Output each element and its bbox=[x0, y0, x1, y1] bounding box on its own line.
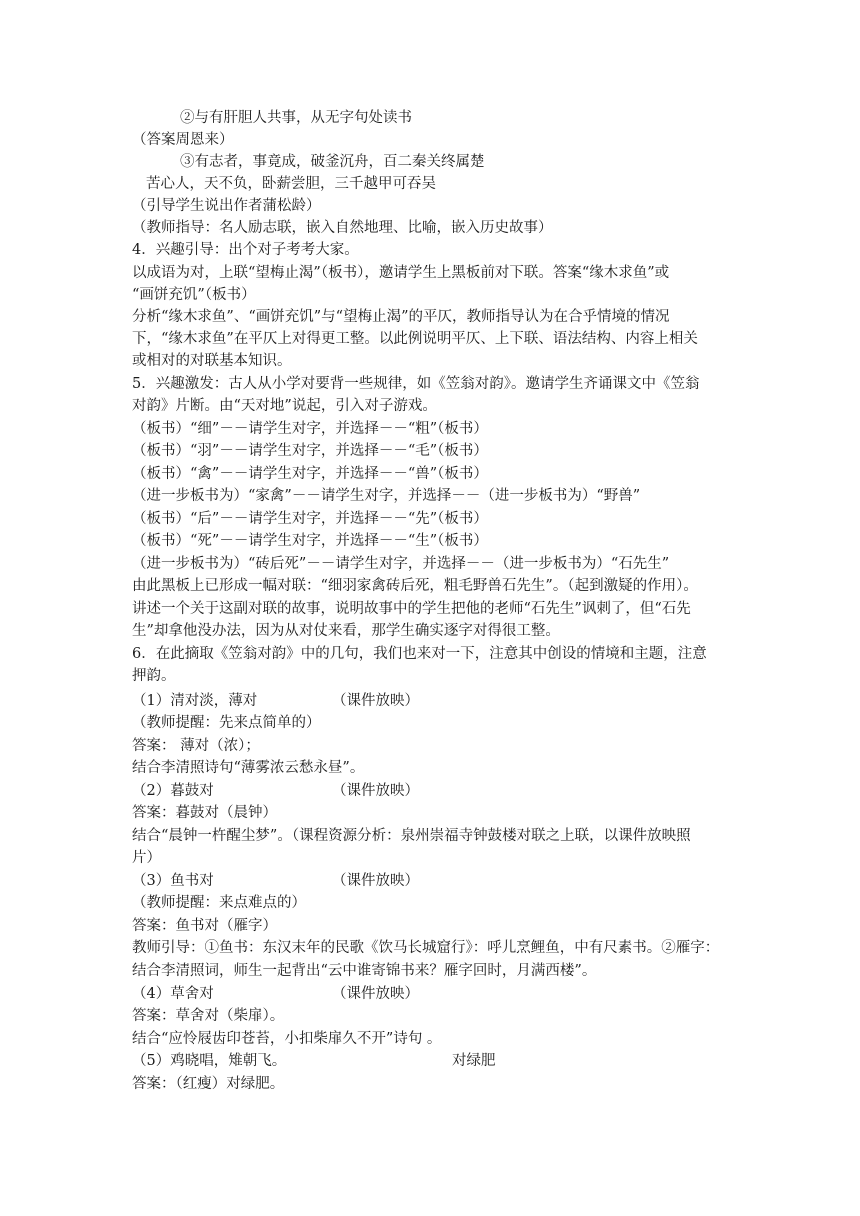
text-line: 或相对的对联基本知识。 bbox=[132, 353, 292, 369]
question-4 bbox=[132, 983, 419, 1005]
courseware-note: （课件放映） bbox=[332, 783, 419, 799]
courseware-note: （课件放映） bbox=[332, 693, 419, 709]
text-line: 分析“缘木求鱼”、“画饼充饥”与“望梅止渴”的平仄，教师指导认为在合乎情境的情况 bbox=[132, 309, 670, 325]
text-line: “画饼充饥”（板书） bbox=[132, 287, 256, 303]
text-line: （板书）“细”－－请学生对字，并选择－－“粗”（板书） bbox=[132, 421, 488, 437]
question-text: （2）暮鼓对 bbox=[132, 783, 214, 799]
text-line: 对韵》片断。由“天对地”说起，引入对子游戏。 bbox=[132, 398, 437, 414]
question-5 bbox=[132, 1050, 496, 1072]
text-line: 由此黑板上已形成一幅对联：“细羽家禽砖后死，粗毛野兽石先生”。（起到激疑的作用）。 bbox=[132, 578, 698, 594]
text-line: （教师指导：名人励志联，嵌入自然地理、比喻，嵌入历史故事） bbox=[132, 220, 553, 236]
text-line: 讲述一个关于这副对联的故事，说明故事中的学生把他的老师“石先生”讽刺了，但“石先 bbox=[132, 601, 691, 617]
text-line: 答案： 薄对（浓）； bbox=[132, 738, 260, 754]
question-1 bbox=[132, 690, 419, 712]
text-line: （进一步板书为）“砖后死”－－请学生对字，并选择－－（进一步板书为）“石先生” bbox=[132, 556, 670, 572]
text-line: 4．兴趣引导：出个对子考考大家。 bbox=[132, 242, 359, 258]
text-line: 答案：草舍对（柴扉）。 bbox=[132, 1008, 285, 1024]
text-line: （板书）“禽”－－请学生对字，并选择－－“兽”（板书） bbox=[132, 466, 488, 482]
text-line: 结合李清照词，师生一起背出“云中谁寄锦书来？雁字回时，月满西楼”。 bbox=[132, 963, 597, 979]
question-text: （5）鸡晓唱，雉朝飞。 bbox=[132, 1053, 287, 1069]
text-line: 苦心人，天不负，卧薪尝胆，三千越甲可吞吴 bbox=[146, 176, 436, 192]
question-5-tail: 对绿肥 bbox=[452, 1053, 496, 1069]
text-line: （板书）“死”－－请学生对字，并选择－－“生”（板书） bbox=[132, 533, 488, 549]
text-line: ②与有肝胆人共事，从无字句处读书 bbox=[180, 110, 412, 126]
text-line: 生”却拿他没办法，因为从对仗来看，那学生确实逐字对得很工整。 bbox=[132, 623, 560, 639]
text-line: （教师提醒：来点难点的） bbox=[132, 895, 306, 911]
question-text: （1）清对淡，薄对 bbox=[132, 693, 258, 709]
text-line: 片） bbox=[132, 850, 161, 866]
text-line: 答案：暮鼓对（晨钟） bbox=[132, 805, 277, 821]
text-line: （进一步板书为）“家禽”－－请学生对字，并选择－－（进一步板书为）“野兽” bbox=[132, 488, 641, 504]
text-line: 5．兴趣激发：古人从小学对要背一些规律，如《笠翁对韵》。邀请学生齐诵课文中《笠翁 bbox=[132, 376, 700, 392]
courseware-note: （课件放映） bbox=[332, 873, 419, 889]
text-line: 以成语为对，上联“望梅止渴”（板书），邀请学生上黑板前对下联。答案“缘木求鱼”或 bbox=[132, 265, 670, 281]
question-text: （3）鱼书对 bbox=[132, 873, 214, 889]
text-line: 结合“晨钟一杵醒尘梦”。（课程资源分析：泉州崇福寺钟鼓楼对联之上联，以课件放映照 bbox=[132, 828, 691, 844]
text-line: （引导学生说出作者蒲松龄） bbox=[132, 198, 321, 214]
text-line: ③有志者，事竟成，破釜沉舟，百二秦关终属楚 bbox=[180, 154, 485, 170]
courseware-note: （课件放映） bbox=[332, 986, 419, 1002]
question-2 bbox=[132, 780, 419, 802]
text-line: 教师引导：①鱼书：东汉末年的民歌《饮马长城窟行》：呼儿烹鲤鱼，中有尺素书。②雁字： bbox=[132, 940, 720, 956]
text-line: 6．在此摘取《笠翁对韵》中的几句，我们也来对一下，注意其中创设的情境和主题，注意 bbox=[132, 646, 707, 662]
text-line: 答案：（红瘦）对绿肥。 bbox=[132, 1076, 285, 1092]
text-line: （教师提醒：先来点简单的） bbox=[132, 715, 321, 731]
text-line: （板书）“后”－－请学生对字，并选择－－“先”（板书） bbox=[132, 511, 488, 527]
text-line: 结合李清照诗句“薄雾浓云愁永昼”。 bbox=[132, 760, 365, 776]
text-line: （答案周恩来） bbox=[132, 132, 234, 148]
text-line: 下，“缘木求鱼”在平仄上对得更工整。以此例说明平仄、上下联、语法结构、内容上相关 bbox=[132, 331, 698, 347]
text-line: 答案：鱼书对（雁字） bbox=[132, 918, 277, 934]
text-line: 结合“应怜屐齿印苍苔，小扣柴扉久不开”诗句 。 bbox=[132, 1031, 442, 1047]
text-line: （板书）“羽”－－请学生对字，并选择－－“毛”（板书） bbox=[132, 443, 488, 459]
question-3 bbox=[132, 870, 419, 892]
question-text: （4）草舍对 bbox=[132, 986, 214, 1002]
text-line: 押韵。 bbox=[132, 668, 176, 684]
